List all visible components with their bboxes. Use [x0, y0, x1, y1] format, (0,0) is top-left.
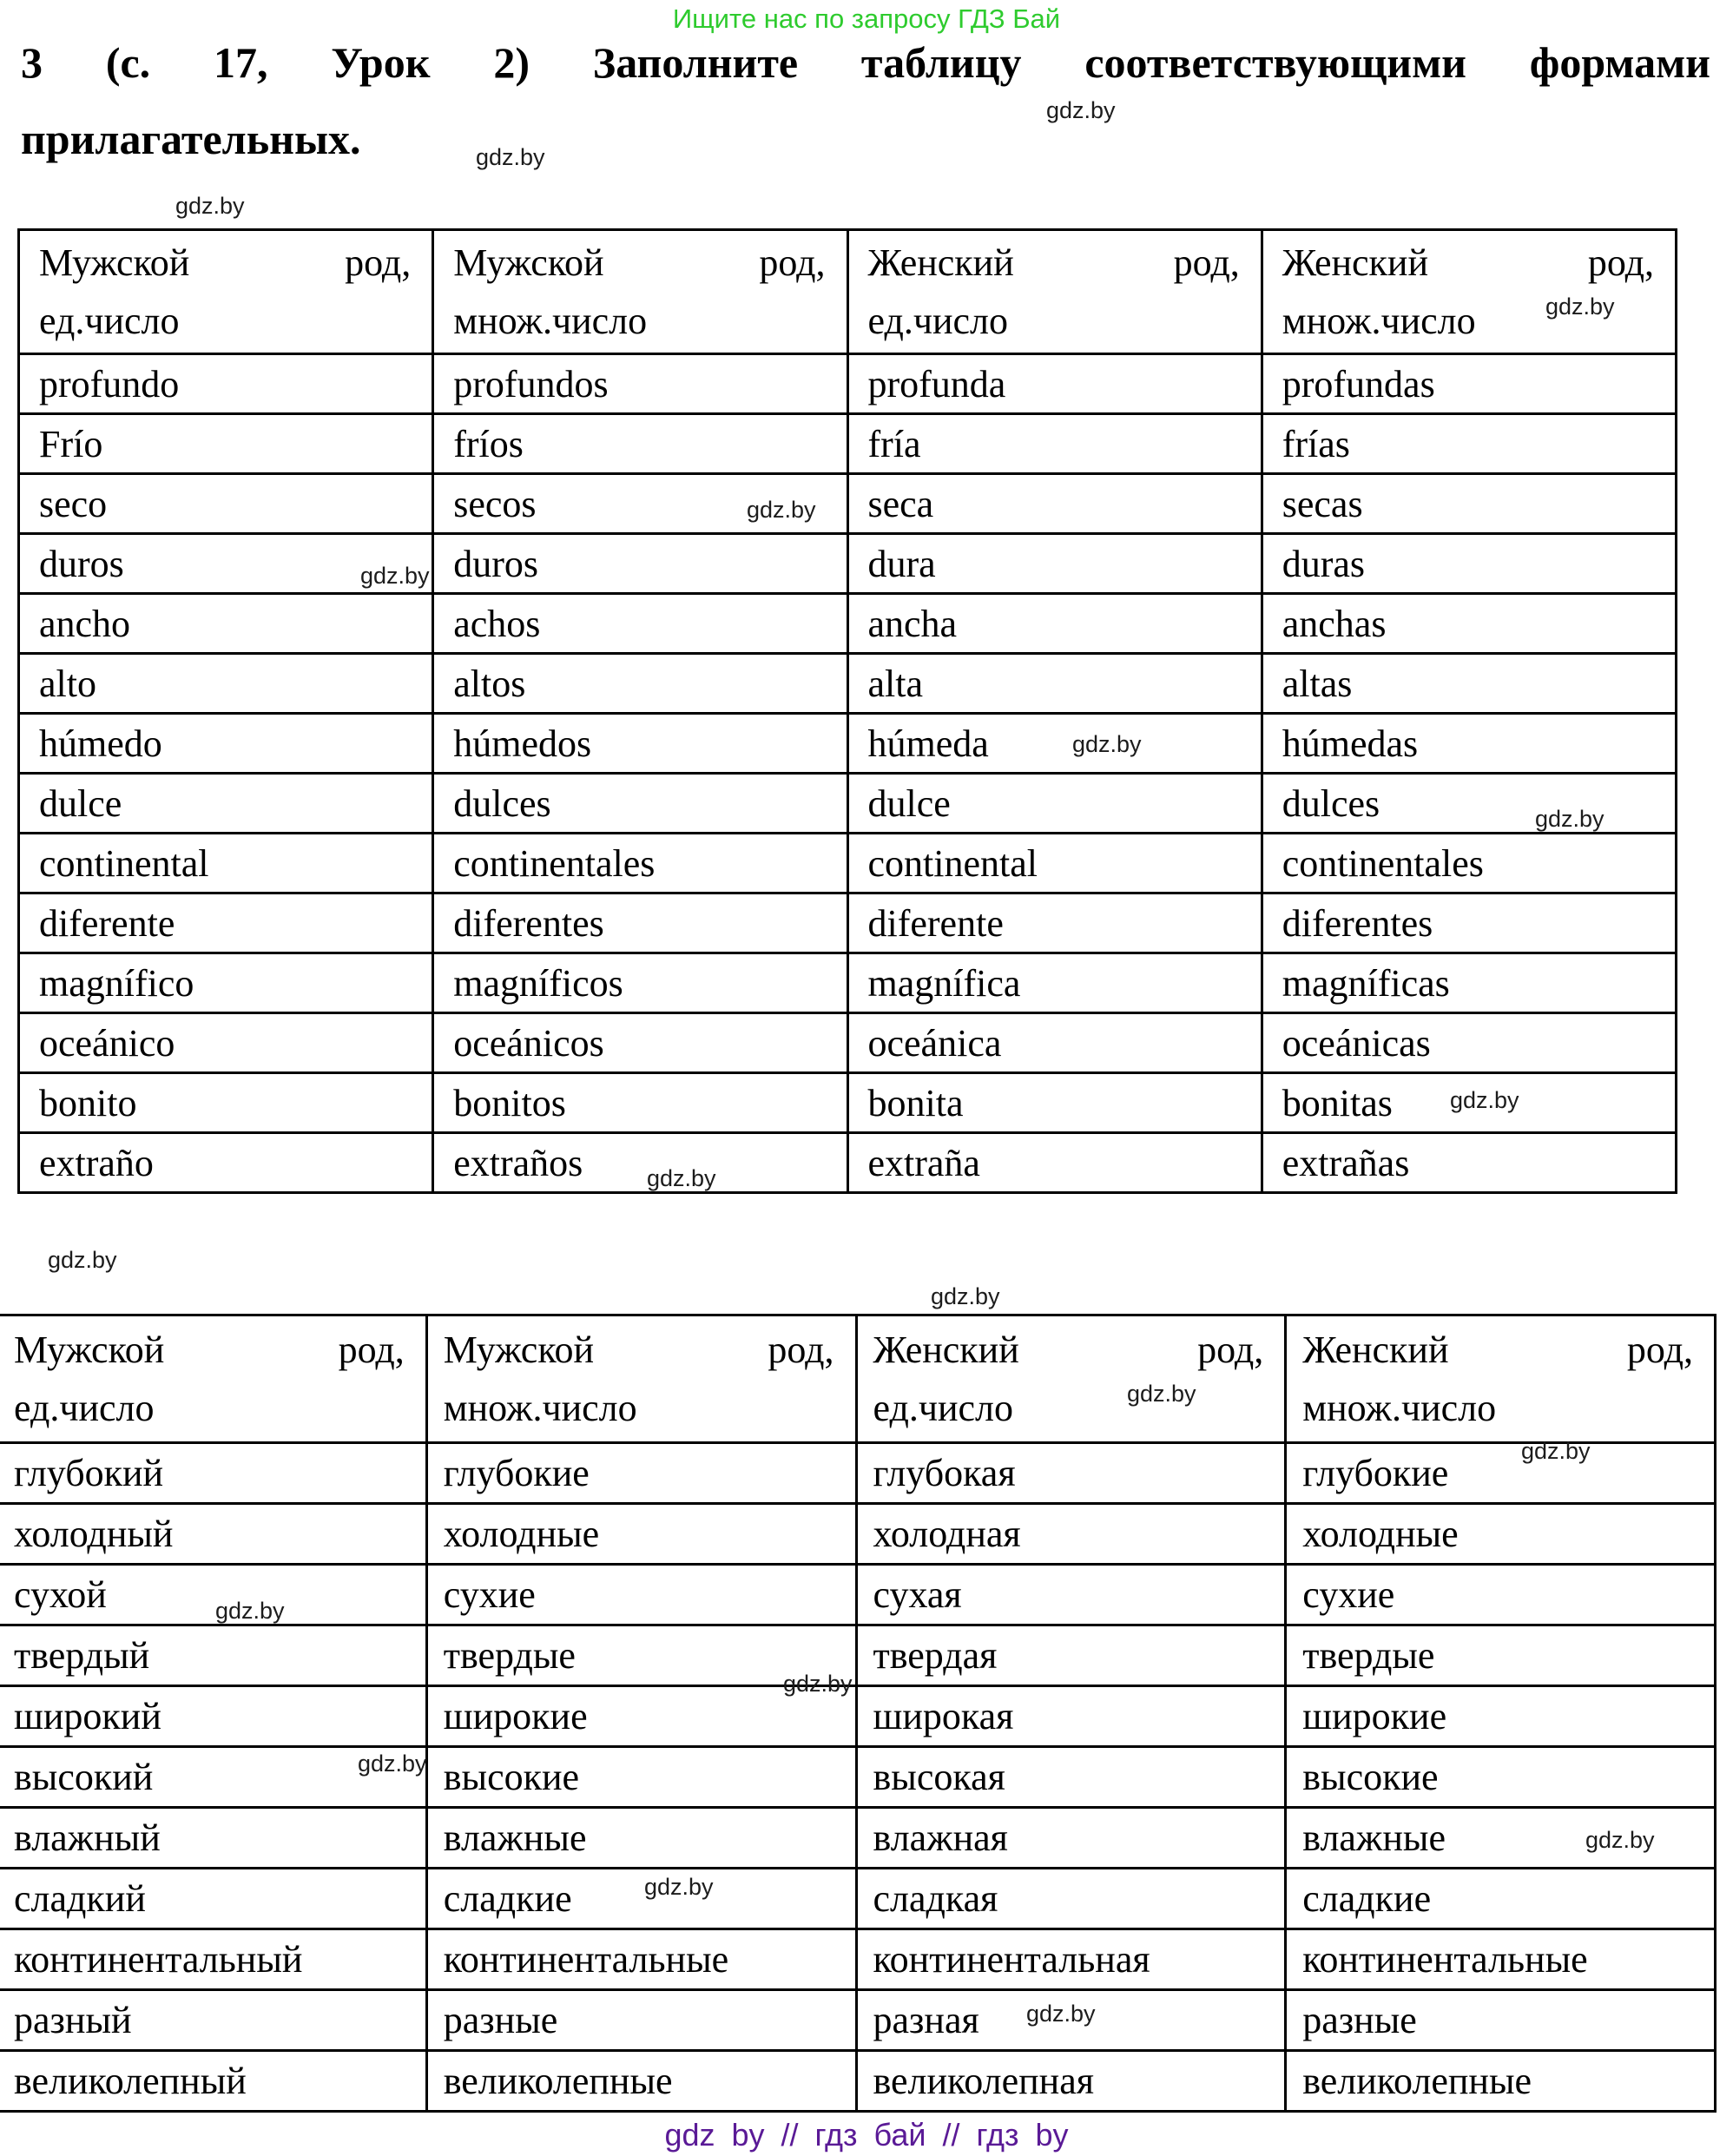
table-row — [0, 1929, 1716, 1990]
table-cell: extraña — [847, 1133, 1262, 1193]
table-cell: dulces — [1262, 774, 1676, 834]
table-cell: сухие — [426, 1565, 856, 1625]
page-title-line1: 3 (с. 17, Урок 2) Заполните таблицу соответствующими формами — [21, 38, 1710, 87]
table-row — [19, 774, 1677, 834]
table-cell: высокий — [0, 1747, 426, 1808]
table-cell: широкий — [0, 1686, 426, 1747]
table-cell: холодная — [856, 1504, 1286, 1565]
table-cell: глубокий — [0, 1443, 426, 1504]
header-line1: Мужской род, — [39, 241, 412, 284]
gdz-watermark: gdz.by — [1535, 806, 1605, 832]
table-row — [0, 1990, 1716, 2051]
table-cell: высокие — [426, 1747, 856, 1808]
table-row — [0, 1625, 1716, 1686]
page-title — [21, 40, 1710, 162]
table-cell: profundos — [433, 354, 847, 414]
table-cell: extraños — [433, 1133, 847, 1193]
header-line2: множ.число — [443, 1387, 637, 1429]
table-row — [19, 654, 1677, 714]
header-line2: ед.число — [39, 300, 180, 342]
table-cell: сладкий — [0, 1869, 426, 1929]
gdz-watermark: gdz.by — [215, 1598, 285, 1624]
table-cell: seca — [847, 474, 1262, 534]
table-cell: fríos — [433, 414, 847, 474]
table-cell: secos — [433, 474, 847, 534]
table-cell: широкая — [856, 1686, 1286, 1747]
table-cell: alta — [847, 654, 1262, 714]
table-cell: сладкая — [856, 1869, 1286, 1929]
table-cell: твердые — [426, 1625, 856, 1686]
table-cell: fría — [847, 414, 1262, 474]
table-cell: magnífico — [19, 953, 433, 1013]
table-cell: разные — [426, 1990, 856, 2051]
table-row — [19, 953, 1677, 1013]
table-cell: континентальная — [856, 1929, 1286, 1990]
table-cell: сухие — [1286, 1565, 1716, 1625]
table-cell: húmedo — [19, 714, 433, 774]
adjective-table-russian — [0, 1314, 1717, 2113]
table-row — [19, 714, 1677, 774]
header-cell — [433, 230, 847, 354]
table-cell: continentales — [433, 834, 847, 893]
table-cell: глубокие — [1286, 1443, 1716, 1504]
header-line1: Женский род, — [1302, 1329, 1693, 1371]
gdz-watermark: gdz.by — [360, 563, 430, 589]
header-line1: Женский род, — [1282, 241, 1654, 284]
table-cell: extrañas — [1262, 1133, 1676, 1193]
header-line2: множ.число — [1302, 1387, 1497, 1429]
table-cell: холодный — [0, 1504, 426, 1565]
table-cell: высокие — [1286, 1747, 1716, 1808]
table-cell: bonitos — [433, 1073, 847, 1133]
table-cell: continental — [847, 834, 1262, 893]
header-cell — [856, 1315, 1286, 1443]
table-cell: secas — [1262, 474, 1676, 534]
table-cell: сухой — [0, 1565, 426, 1625]
gdz-watermark: gdz.by — [931, 1283, 1000, 1309]
table-cell: dulce — [19, 774, 433, 834]
header-cell — [847, 230, 1262, 354]
table-cell: континентальные — [1286, 1929, 1716, 1990]
table-cell: твердый — [0, 1625, 426, 1686]
gdz-watermark: gdz.by — [1521, 1438, 1591, 1464]
header-cell — [0, 1315, 426, 1443]
table-cell: profundas — [1262, 354, 1676, 414]
table-cell: profunda — [847, 354, 1262, 414]
gdz-watermark: gdz.by — [1545, 293, 1615, 320]
table-cell: ancha — [847, 594, 1262, 654]
table-cell: влажная — [856, 1808, 1286, 1869]
table-cell: великолепный — [0, 2051, 426, 2112]
table-cell: влажный — [0, 1808, 426, 1869]
table-row — [19, 354, 1677, 414]
footer-credits: gdz by // гдз бай // гдз by — [664, 2117, 1069, 2153]
table-cell: широкие — [426, 1686, 856, 1747]
table-cell: ancho — [19, 594, 433, 654]
table-row — [0, 1869, 1716, 1929]
table-cell: magníficos — [433, 953, 847, 1013]
table-cell: anchas — [1262, 594, 1676, 654]
gdz-watermark: gdz.by — [1072, 731, 1142, 757]
table-cell: continental — [19, 834, 433, 893]
gdz-watermark: gdz.by — [175, 193, 245, 219]
gdz-watermark: gdz.by — [644, 1874, 714, 1900]
table-cell: achos — [433, 594, 847, 654]
table-cell: холодные — [1286, 1504, 1716, 1565]
table-cell: сладкие — [426, 1869, 856, 1929]
table-cell: влажные — [426, 1808, 856, 1869]
table-cell: seco — [19, 474, 433, 534]
header-line1: Мужской род, — [443, 1329, 834, 1371]
table-row — [19, 474, 1677, 534]
table-cell: влажные — [1286, 1808, 1716, 1869]
table-cell: duros — [433, 534, 847, 594]
table-cell: dulce — [847, 774, 1262, 834]
table-cell: великолепные — [1286, 2051, 1716, 2112]
table-row — [19, 834, 1677, 893]
table-cell: разная — [856, 1990, 1286, 2051]
gdz-watermark: gdz.by — [747, 497, 816, 523]
table-cell: континентальный — [0, 1929, 426, 1990]
gdz-watermark: gdz.by — [1046, 97, 1116, 123]
header-line1: Женский род, — [867, 241, 1240, 284]
table-cell: oceánico — [19, 1013, 433, 1073]
table-row — [0, 1443, 1716, 1504]
header-line2: ед.число — [14, 1387, 155, 1429]
table-row — [19, 534, 1677, 594]
table-cell: magníficas — [1262, 953, 1676, 1013]
header-line2: ед.число — [867, 300, 1008, 342]
table-cell: diferentes — [433, 893, 847, 953]
table-row — [19, 414, 1677, 474]
table-row — [19, 1133, 1677, 1193]
table-cell: твердые — [1286, 1625, 1716, 1686]
table-cell: duros — [19, 534, 433, 594]
table-header-row — [0, 1315, 1716, 1443]
table-cell: bonita — [847, 1073, 1262, 1133]
table-cell: profundo — [19, 354, 433, 414]
header-cell — [426, 1315, 856, 1443]
table-cell: duras — [1262, 534, 1676, 594]
header-cell — [19, 230, 433, 354]
table-cell: разные — [1286, 1990, 1716, 2051]
page-title-line2: прилагательных. — [21, 115, 361, 163]
table-cell: твердая — [856, 1625, 1286, 1686]
header-line2: множ.число — [1282, 300, 1476, 342]
gdz-watermark: gdz.by — [476, 144, 545, 170]
table-row — [0, 1504, 1716, 1565]
table-cell: húmeda — [847, 714, 1262, 774]
table-cell: húmedas — [1262, 714, 1676, 774]
table-cell: altos — [433, 654, 847, 714]
table-cell: великолепные — [426, 2051, 856, 2112]
table-cell: alto — [19, 654, 433, 714]
table-row — [0, 1686, 1716, 1747]
header-cell — [1286, 1315, 1716, 1443]
header-line1: Мужской род, — [14, 1329, 405, 1371]
gdz-watermark: gdz.by — [1026, 2001, 1096, 2027]
gdz-watermark: gdz.by — [358, 1751, 427, 1777]
table-cell: diferente — [847, 893, 1262, 953]
gdz-watermark: gdz.by — [1585, 1827, 1655, 1853]
table-row — [0, 1808, 1716, 1869]
table-cell: разный — [0, 1990, 426, 2051]
gdz-watermark: gdz.by — [647, 1165, 716, 1191]
table-cell: Frío — [19, 414, 433, 474]
table-row — [19, 1073, 1677, 1133]
table-cell: глубокая — [856, 1443, 1286, 1504]
table-cell: continentales — [1262, 834, 1676, 893]
table-cell: высокая — [856, 1747, 1286, 1808]
table-cell: сухая — [856, 1565, 1286, 1625]
table-row — [19, 1013, 1677, 1073]
table-cell: magnífica — [847, 953, 1262, 1013]
gdz-watermark: gdz.by — [1450, 1087, 1519, 1113]
table-cell: глубокие — [426, 1443, 856, 1504]
header-line1: Мужской род, — [453, 241, 826, 284]
table-cell: континентальные — [426, 1929, 856, 1990]
table-cell: oceánicos — [433, 1013, 847, 1073]
header-line2: множ.число — [453, 300, 648, 342]
table-cell: bonito — [19, 1073, 433, 1133]
table-cell: húmedos — [433, 714, 847, 774]
adjective-table-spanish — [17, 228, 1677, 1194]
gdz-watermark: gdz.by — [1127, 1381, 1196, 1407]
table-cell: dura — [847, 534, 1262, 594]
table-cell: oceánica — [847, 1013, 1262, 1073]
promo-banner: Ищите нас по запросу ГДЗ Бай — [672, 3, 1061, 34]
table-cell: сладкие — [1286, 1869, 1716, 1929]
table-cell: bonitas — [1262, 1073, 1676, 1133]
table-cell: oceánicas — [1262, 1013, 1676, 1073]
table-cell: холодные — [426, 1504, 856, 1565]
table-row — [19, 594, 1677, 654]
header-line2: ед.число — [873, 1387, 1013, 1429]
gdz-watermark: gdz.by — [48, 1247, 117, 1273]
header-line1: Женский род, — [873, 1329, 1264, 1371]
table-cell: широкие — [1286, 1686, 1716, 1747]
table-cell: frías — [1262, 414, 1676, 474]
table-cell: altas — [1262, 654, 1676, 714]
table-row — [19, 893, 1677, 953]
table-cell: diferente — [19, 893, 433, 953]
table-header-row — [19, 230, 1677, 354]
table-row — [0, 1747, 1716, 1808]
table-cell: extraño — [19, 1133, 433, 1193]
gdz-watermark: gdz.by — [783, 1671, 853, 1697]
header-cell — [1262, 230, 1676, 354]
table-row — [0, 2051, 1716, 2112]
table-cell: diferentes — [1262, 893, 1676, 953]
table-cell: великолепная — [856, 2051, 1286, 2112]
table-cell: dulces — [433, 774, 847, 834]
